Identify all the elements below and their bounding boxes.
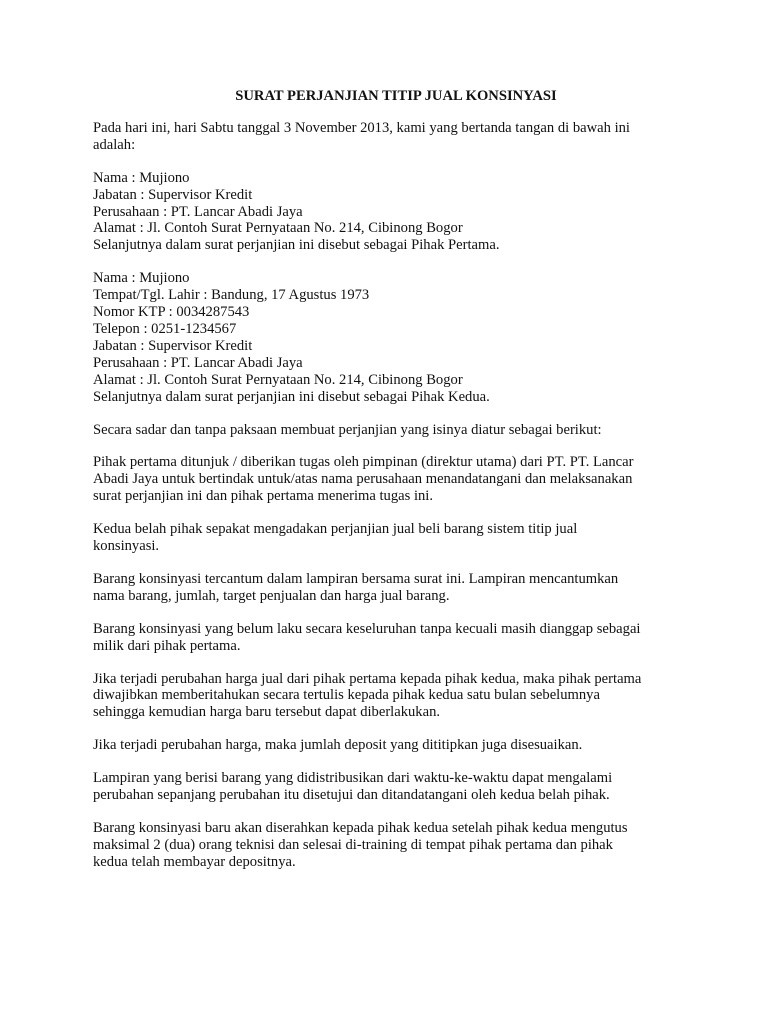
party-two-name: Nama : Mujiono (93, 270, 190, 287)
paragraph-line: Barang konsinyasi baru akan diserahkan kepada pihak kedua setelah pihak kedua mengutus (93, 820, 628, 836)
party-two-position: Jabatan : Supervisor Kredit (93, 337, 253, 354)
paragraph-line: surat perjanjian ini dan pihak pertama menerima tugas ini. (93, 488, 434, 505)
party-two-designation: Selanjutnya dalam surat perjanjian ini disebut sebagai Pihak Kedua. (93, 388, 490, 405)
paragraph-line: Pihak pertama ditunjuk / diberikan tugas oleh pimpinan (direktur utama) dari PT. PT. Lancar (93, 454, 634, 471)
paragraph-line: konsinyasi. (93, 538, 160, 555)
party-one-details (93, 170, 693, 255)
party-two-address: Alamat : Jl. Contoh Surat Pernyataan No. 214, Cibinong Bogor (93, 371, 463, 388)
intro-line: Pada hari ini, hari Sabtu tanggal 3 November 2013, kami yang bertanda tangan di bawah ini (93, 119, 630, 136)
paragraph-line: Lampiran yang berisi barang yang didistribusikan dari waktu-ke-waktu dapat mengalami (93, 770, 613, 787)
paragraph-line: diwajibkan memberitahukan secara tertulis kepada pihak kedua satu bulan sebelumnya (93, 687, 600, 704)
paragraph-line: Jika terjadi perubahan harga jual dari pihak pertama kepada pihak kedua, maka pihak pertama (93, 670, 642, 687)
party-one-company: Perusahaan : PT. Lancar Abadi Jaya (93, 203, 303, 220)
intro-line: adalah: (93, 136, 136, 153)
paragraph-line: Jika terjadi perubahan harga, maka jumlah deposit yang dititipkan juga disesuaikan. (93, 737, 583, 754)
party-one-designation: Selanjutnya dalam surat perjanjian ini disebut sebagai Pihak Pertama. (93, 237, 500, 254)
agreement-paragraph (93, 737, 693, 754)
party-two-company: Perusahaan : PT. Lancar Abadi Jaya (93, 354, 303, 371)
agreement-paragraph (93, 422, 693, 439)
paragraph-line: Barang konsinyasi yang belum laku secara keseluruhan tanpa kecuali masih dianggap sebagai (93, 620, 641, 637)
paragraph-line: milik dari pihak pertama. (93, 637, 241, 654)
party-two-birth: Tempat/Tgl. Lahir : Bandung, 17 Agustus 1973 (93, 287, 370, 304)
paragraph-line: maksimal 2 (dua) orang teknisi dan selesai di-training di tempat pihak pertama dan pihak (93, 836, 613, 853)
paragraph-line: Secara sadar dan tanpa paksaan membuat perjanjian yang isinya diatur sebagai berikut: (93, 421, 602, 438)
agreement-paragraph (93, 820, 693, 871)
party-two-details (93, 270, 693, 405)
document-page (93, 88, 693, 887)
agreement-paragraph (93, 770, 693, 804)
agreement-paragraph (93, 521, 693, 555)
agreement-paragraph (93, 671, 693, 722)
agreement-paragraph (93, 454, 693, 505)
paragraph-line: nama barang, jumlah, target penjualan dan harga jual barang. (93, 587, 450, 604)
intro-paragraph (93, 120, 693, 154)
party-two-id-number: Nomor KTP : 0034287543 (93, 304, 250, 321)
party-one-address: Alamat : Jl. Contoh Surat Pernyataan No. 214, Cibinong Bogor (93, 220, 463, 237)
party-one-position: Jabatan : Supervisor Kredit (93, 186, 253, 203)
document-title: SURAT PERJANJIAN TITIP JUAL KONSINYASI (235, 88, 557, 104)
agreement-paragraph (93, 571, 693, 605)
paragraph-line: Barang konsinyasi tercantum dalam lampiran bersama surat ini. Lampiran mencantumkan (93, 570, 619, 587)
paragraph-line: perubahan sepanjang perubahan itu disetujui dan ditandatangani oleh kedua belah pihak. (93, 787, 610, 804)
party-one-name: Nama : Mujiono (93, 169, 190, 186)
paragraph-line: Kedua belah pihak sepakat mengadakan perjanjian jual beli barang sistem titip jual (93, 521, 578, 538)
agreement-paragraph (93, 621, 693, 655)
paragraph-line: Abadi Jaya untuk bertindak untuk/atas nama perusahaan menandatangani dan melaksanakan (93, 471, 633, 488)
paragraph-line: sehingga kemudian harga baru tersebut dapat diberlakukan. (93, 704, 441, 721)
party-two-phone: Telepon : 0251-1234567 (93, 320, 237, 337)
paragraph-line: kedua telah membayar depositnya. (93, 853, 296, 870)
